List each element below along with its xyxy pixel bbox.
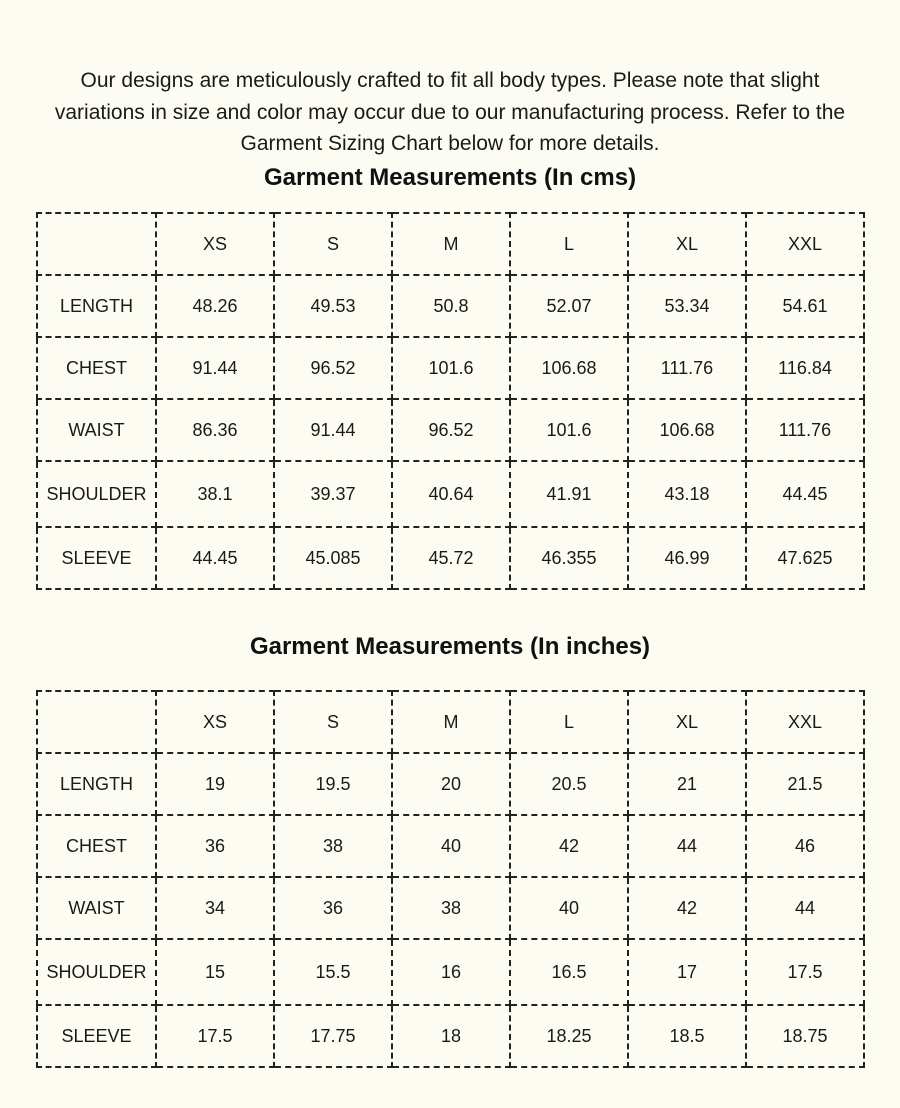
- table-cell: 96.52: [274, 337, 392, 399]
- table-cell: 20: [392, 753, 510, 815]
- table-cell: 17: [628, 939, 746, 1005]
- table-cell: 106.68: [628, 399, 746, 461]
- table-cell: 54.61: [746, 275, 864, 337]
- table-cell: 47.625: [746, 527, 864, 589]
- size-header: L: [510, 691, 628, 753]
- table-cell: 101.6: [392, 337, 510, 399]
- table-cell: 44: [628, 815, 746, 877]
- table-cell: 18.25: [510, 1005, 628, 1067]
- table-cell: 20.5: [510, 753, 628, 815]
- table-cell: 116.84: [746, 337, 864, 399]
- table-cell: 91.44: [156, 337, 274, 399]
- table-cell: 96.52: [392, 399, 510, 461]
- table-cell: 16: [392, 939, 510, 1005]
- table-row: [37, 877, 864, 939]
- table-cell: 36: [156, 815, 274, 877]
- table-cell: 53.34: [628, 275, 746, 337]
- cm-table-title: Garment Measurements (In cms): [263, 164, 637, 191]
- table-cell: 19.5: [274, 753, 392, 815]
- table-cell: 17.75: [274, 1005, 392, 1067]
- table-cell: 39.37: [274, 461, 392, 527]
- table-cell: 21.5: [746, 753, 864, 815]
- row-label: SHOULDER: [37, 461, 156, 527]
- table-cell: 42: [628, 877, 746, 939]
- table-cell: 91.44: [274, 399, 392, 461]
- table-cell: 40: [510, 877, 628, 939]
- table-cell: 86.36: [156, 399, 274, 461]
- table-cell: 43.18: [628, 461, 746, 527]
- table-cell: 111.76: [628, 337, 746, 399]
- size-header: XL: [628, 691, 746, 753]
- row-label: WAIST: [37, 877, 156, 939]
- table-cell: 46.355: [510, 527, 628, 589]
- table-cell: 49.53: [274, 275, 392, 337]
- header-row: [37, 691, 864, 753]
- size-header: XL: [628, 213, 746, 275]
- size-header: XS: [156, 691, 274, 753]
- size-header: S: [274, 213, 392, 275]
- table-row: [37, 527, 864, 589]
- table-cell: 106.68: [510, 337, 628, 399]
- table-cell: 15: [156, 939, 274, 1005]
- table-cell: 15.5: [274, 939, 392, 1005]
- row-label: LENGTH: [37, 275, 156, 337]
- size-header: S: [274, 691, 392, 753]
- row-label: WAIST: [37, 399, 156, 461]
- size-header: M: [392, 213, 510, 275]
- table-cell: 42: [510, 815, 628, 877]
- table-cell: 41.91: [510, 461, 628, 527]
- table-cell: 44.45: [746, 461, 864, 527]
- size-header: XXL: [746, 213, 864, 275]
- header-row: [37, 213, 864, 275]
- table-cell: 38: [392, 877, 510, 939]
- row-label: SLEEVE: [37, 527, 156, 589]
- table-row: [37, 753, 864, 815]
- size-header: L: [510, 213, 628, 275]
- corner-cell: [37, 691, 156, 753]
- table-cell: 50.8: [392, 275, 510, 337]
- table-cell: 44: [746, 877, 864, 939]
- inches-table-title: Garment Measurements (In inches): [249, 633, 651, 660]
- corner-cell: [37, 213, 156, 275]
- table-cell: 111.76: [746, 399, 864, 461]
- table-cell: 17.5: [746, 939, 864, 1005]
- table-cell: 45.085: [274, 527, 392, 589]
- size-header: M: [392, 691, 510, 753]
- cm-size-table: [36, 212, 865, 590]
- table-cell: 38.1: [156, 461, 274, 527]
- table-cell: 52.07: [510, 275, 628, 337]
- table-cell: 44.45: [156, 527, 274, 589]
- table-cell: 46.99: [628, 527, 746, 589]
- table-cell: 17.5: [156, 1005, 274, 1067]
- table-row: [37, 815, 864, 877]
- row-label: CHEST: [37, 337, 156, 399]
- table-row: [37, 461, 864, 527]
- table-cell: 38: [274, 815, 392, 877]
- table-row: [37, 275, 864, 337]
- table-row: [37, 337, 864, 399]
- table-cell: 18.5: [628, 1005, 746, 1067]
- table-cell: 40.64: [392, 461, 510, 527]
- table-row: [37, 1005, 864, 1067]
- table-cell: 101.6: [510, 399, 628, 461]
- table-cell: 34: [156, 877, 274, 939]
- table-cell: 46: [746, 815, 864, 877]
- table-row: [37, 939, 864, 1005]
- row-label: SHOULDER: [37, 939, 156, 1005]
- size-header: XXL: [746, 691, 864, 753]
- inches-size-table: [36, 690, 865, 1068]
- table-cell: 21: [628, 753, 746, 815]
- row-label: SLEEVE: [37, 1005, 156, 1067]
- table-cell: 40: [392, 815, 510, 877]
- table-cell: 16.5: [510, 939, 628, 1005]
- table-cell: 48.26: [156, 275, 274, 337]
- row-label: LENGTH: [37, 753, 156, 815]
- row-label: CHEST: [37, 815, 156, 877]
- intro-text: Our designs are meticulously crafted to fit all body types. Please note that slight variations in size and color may occur due to our manufacturing process. Refer to the Garment Sizing Chart below for more details.: [54, 69, 846, 155]
- table-cell: 45.72: [392, 527, 510, 589]
- table-cell: 18.75: [746, 1005, 864, 1067]
- table-row: [37, 399, 864, 461]
- table-cell: 18: [392, 1005, 510, 1067]
- table-cell: 19: [156, 753, 274, 815]
- table-cell: 36: [274, 877, 392, 939]
- size-header: XS: [156, 213, 274, 275]
